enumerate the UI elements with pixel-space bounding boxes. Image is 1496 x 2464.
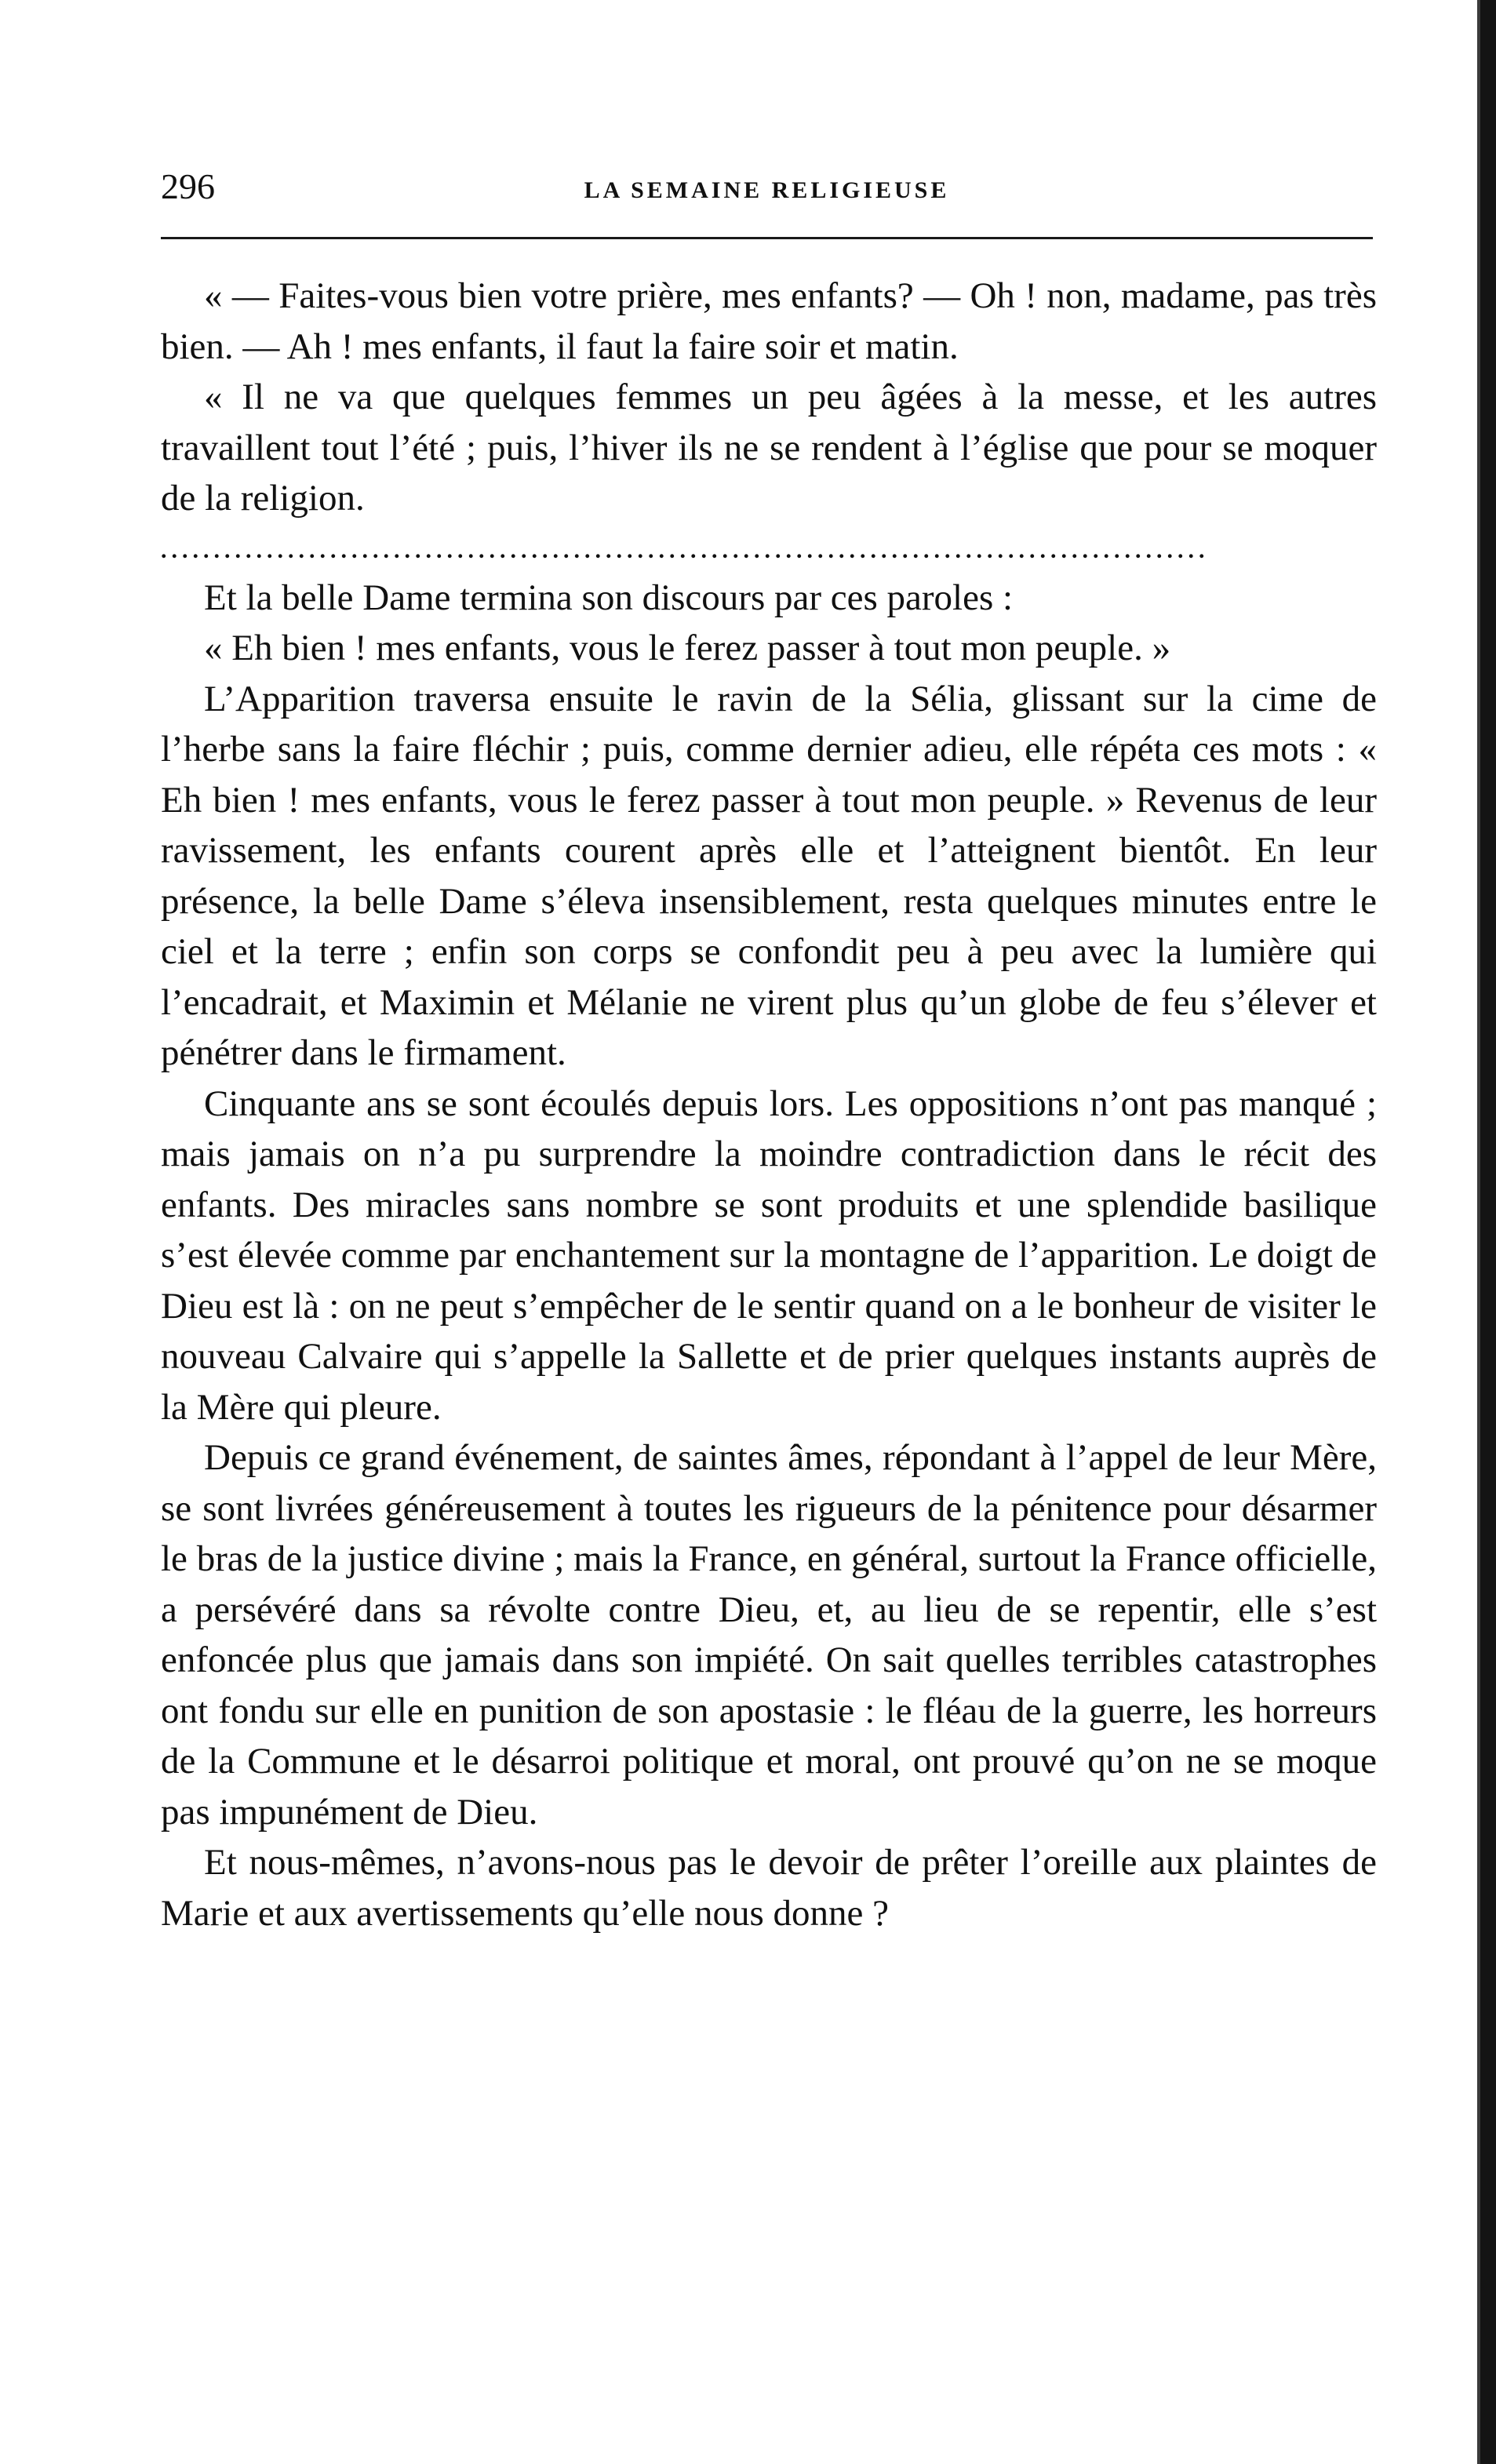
dotted-separator: ................................................................................................... (161, 537, 1210, 563)
page-number: 296 (161, 166, 215, 206)
paragraph: Cinquante ans se sont écoulés depuis lors. Les oppositions n’ont pas manqué ; mais jamais on n’a pu surprendre la moindre contradiction dans le récit des enfants. Des miracles sans nombre se sont produits et une splendide basilique s’est élevée comme par enchantement sur la montagne de l’apparition. Le doigt de Dieu est là : on ne peut s’empêcher de le sentir quand on a le bonheur de visiter le nouveau Calvaire qui s’appelle la Sallette et de prier quelques instants auprès de la Mère qui pleure. (161, 1083, 1377, 1428)
scan-edge (1480, 0, 1496, 2464)
header-rule (161, 237, 1373, 239)
page-header (161, 163, 1373, 218)
running-title: LA SEMAINE RELIGIEUSE (584, 177, 950, 203)
paragraph: « Il ne va que quelques femmes un peu âgées à la messe, et les autres travaillent tout l’été ; puis, l’hiver ils ne se rendent à l’église que pour se moquer de la religion. (161, 377, 1377, 519)
paragraph: « — Faites-vous bien votre prière, mes enfants? — Oh ! non, madame, pas très bien. — Ah ! mes enfants, il faut la faire soir et matin. (161, 275, 1377, 367)
paragraph: L’Apparition traversa ensuite le ravin de la Sélia, glissant sur la cime de l’herbe sans la faire fléchir ; puis, comme dernier adieu, elle répéta ces mots : « Eh bien ! mes enfants, vous le ferez passer à tout mon peuple. » Revenus de leur ravissement, les enfants courent après elle et l’atteignent bientôt. En leur présence, la belle Dame s’éleva insensiblement, resta quelques minutes entre le ciel et la terre ; enfin son corps se confondit peu à peu avec la lumière qui l’encadrait, et Maximin et Mélanie ne virent plus qu’un globe de feu s’élever et pénétrer dans le firmament. (161, 678, 1377, 1073)
paragraph: « Eh bien ! mes enfants, vous le ferez passer à tout mon peuple. » (204, 628, 1171, 668)
paragraph: Et nous-mêmes, n’avons-nous pas le devoir de prêter l’oreille aux plaintes de Marie et aux avertissements qu’elle nous donne ? (161, 1842, 1377, 1934)
body-text (161, 271, 1377, 1938)
paragraph: Depuis ce grand événement, de saintes âmes, répondant à l’appel de leur Mère, se sont livrées généreusement à toutes les rigueurs de la pénitence pour désarmer le bras de la justice divine ; mais la France, en général, surtout la France officielle, a persévéré dans sa révolte contre Dieu, et, au lieu de se repentir, elle s’est enfoncée plus que jamais dans son impiété. On sait quelles terribles catastrophes ont fondu sur elle en punition de son apostasie : le fléau de la guerre, les horreurs de la Commune et le désarroi politique et moral, ont prouvé qu’on ne se moque pas impunément de Dieu. (161, 1437, 1377, 1833)
paragraph: Et la belle Dame termina son discours par ces paroles : (204, 577, 1014, 618)
